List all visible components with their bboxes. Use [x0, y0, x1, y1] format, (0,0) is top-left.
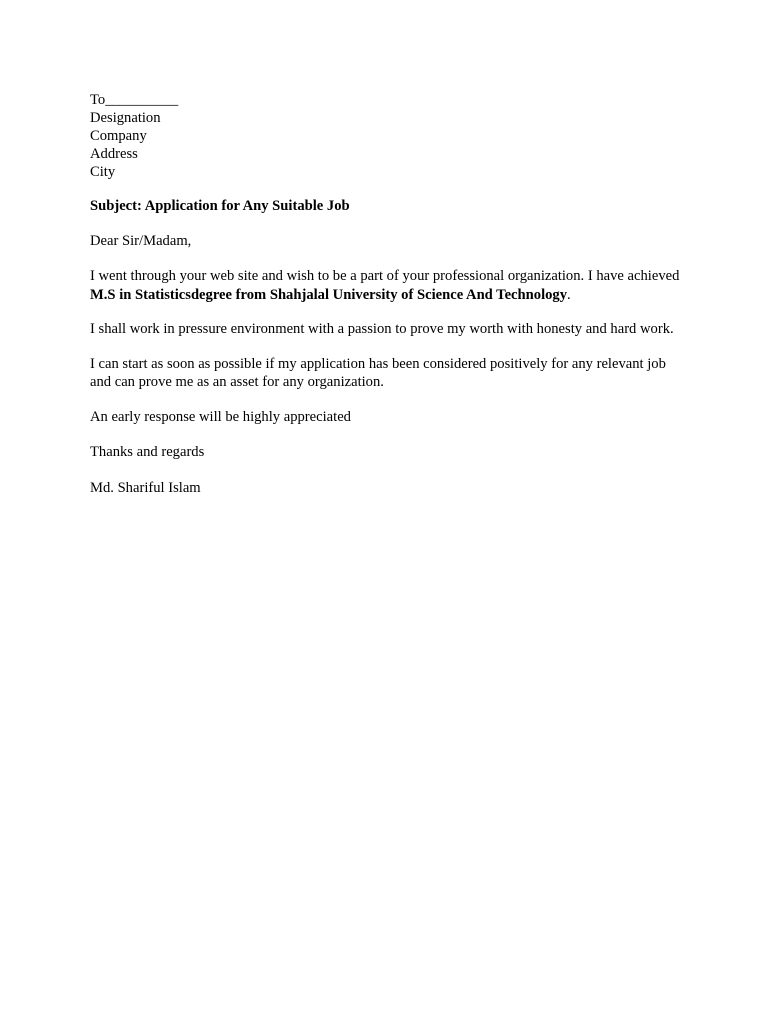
salutation: Dear Sir/Madam,: [90, 232, 192, 249]
recipient-address-block: [90, 91, 680, 181]
recipient-to-line: To__________: [90, 92, 179, 108]
sign-off: Thanks and regards: [90, 444, 205, 460]
signature-name: Md. Shariful Islam: [90, 479, 201, 496]
subject-text: Subject: Application for Any Suitable Job: [90, 198, 350, 214]
letter-page: [90, 91, 680, 497]
recipient-designation: Designation: [90, 110, 161, 126]
subject-line: [90, 197, 680, 216]
paragraph-intro-text: I went through your web site and wish to be a part of your professional organization. I have achieved: [90, 268, 680, 284]
recipient-city: City: [90, 164, 116, 180]
paragraph-intro: [90, 267, 680, 304]
recipient-address: Address: [90, 146, 138, 162]
paragraph-availability: I can start as soon as possible if my application has been considered positively for any relevant job and can prove me as an asset for any organization.: [90, 355, 666, 390]
paragraph-work: I shall work in pressure environment with a passion to prove my worth with honesty and hard work.: [90, 321, 674, 337]
paragraph-intro-end: .: [567, 286, 571, 303]
paragraph-intro-degree: M.S in Statisticsdegree from Shahjalal University of Science And Technology: [90, 286, 568, 303]
recipient-company: Company: [90, 128, 147, 144]
closing-line: An early response will be highly appreciated: [90, 408, 351, 425]
